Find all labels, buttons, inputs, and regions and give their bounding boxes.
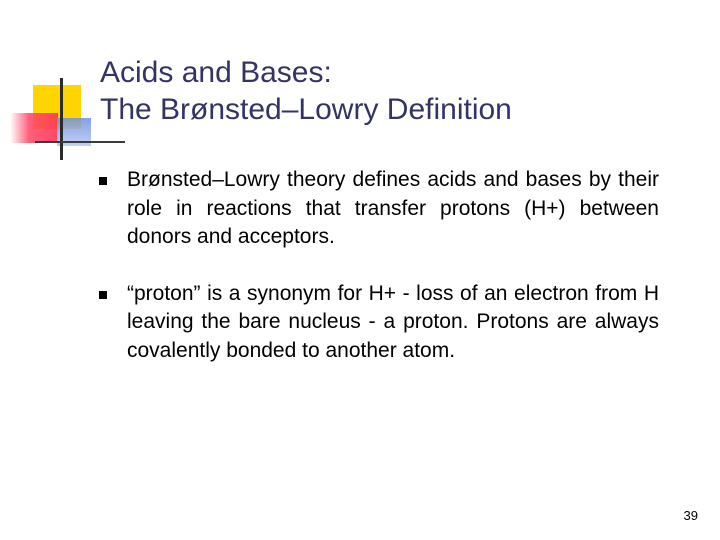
bullet-text: Brønsted–Lowry theory defines acids and bases by their role in reactions that transfer protons (H+) between donors and acceptors. bbox=[127, 168, 659, 248]
slide-logo-decoration bbox=[0, 0, 110, 170]
bullet-item bbox=[99, 166, 659, 252]
logo-red-bar bbox=[10, 113, 58, 143]
bullet-item bbox=[99, 280, 659, 366]
logo-horizontal-line bbox=[35, 141, 125, 143]
slide-title bbox=[100, 54, 680, 128]
square-bullet-icon bbox=[99, 291, 107, 299]
slide-title-line-1: Acids and Bases: bbox=[100, 56, 332, 89]
bullet-text: “proton” is a synonym for H+ - loss of an electron from H leaving the bare nucleus - a proton. Protons are always covalently bonded to another atom. bbox=[127, 281, 659, 362]
page-number: 39 bbox=[683, 508, 698, 523]
bullet-list bbox=[99, 166, 659, 393]
square-bullet-icon bbox=[99, 177, 107, 185]
logo-vertical-line bbox=[60, 78, 63, 160]
slide-title-line-2: The Brønsted–Lowry Definition bbox=[100, 93, 512, 126]
